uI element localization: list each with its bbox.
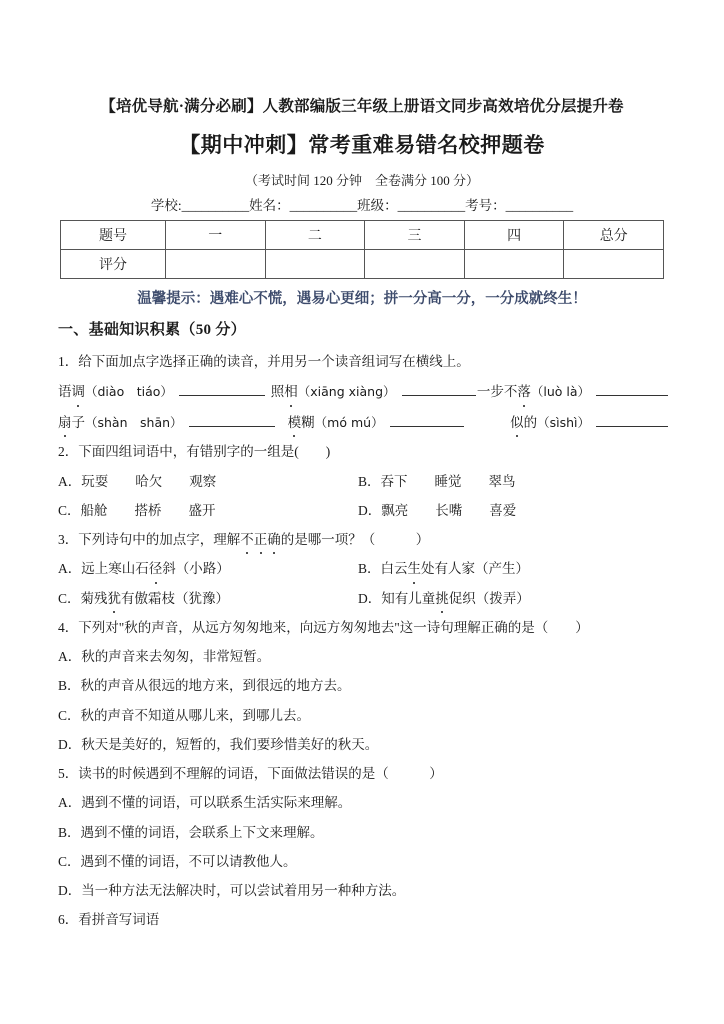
option-label: B． xyxy=(58,678,81,694)
paper-title-line-1: 【培优导航·满分必刷】人教部编版三年级上册语文同步高效培优分层提升卷 xyxy=(100,98,624,115)
option-text: 玩耍 哈欠 观察 xyxy=(81,473,217,489)
section-heading-basic-knowledge: 一、基础知识积累（50 分） xyxy=(58,322,246,338)
option-text-suffix: 有傲霜枝（犹豫） xyxy=(121,590,230,606)
dotted-character: 似 xyxy=(510,412,524,434)
option-text-prefix: 白云 xyxy=(380,561,408,577)
stem-suffix: 的是哪一项？（ ） xyxy=(280,532,430,548)
dotted-character: 落 xyxy=(517,381,531,403)
table-row-scores xyxy=(61,250,664,279)
column-header-section-4: 四 xyxy=(464,221,564,250)
stem-prefix: 3．下列诗句中的加点字，理解 xyxy=(58,532,241,548)
pinyin-word-prefix: 照 xyxy=(270,384,285,400)
option-text: 船舱 搭桥 盛开 xyxy=(80,502,216,518)
column-header-section-2: 二 xyxy=(265,221,365,250)
option-text: 遇到不懂的词语，会联系上下文来理解。 xyxy=(80,824,324,840)
option-text: 遇到不懂的词语，可以联系生活实际来理解。 xyxy=(81,795,352,811)
pinyin-item-zhaoxiang xyxy=(271,381,477,403)
question-2-option-d[interactable] xyxy=(358,501,668,521)
option-text: 秋的声音从很远的地方来，到很远的地方去。 xyxy=(80,678,351,694)
option-text-prefix: 菊残 xyxy=(80,590,108,606)
dotted-character: 挑 xyxy=(435,589,449,609)
pinyin-item-mohu xyxy=(288,412,510,434)
option-label: A． xyxy=(58,795,82,811)
question-1-stem: 1．给下面加点字选择正确的读音，并用另一个读音组词写在横线上。 xyxy=(58,354,470,369)
pinyin-reading: （xiāng xiàng） xyxy=(297,384,396,400)
score-cell-section-3[interactable] xyxy=(365,250,465,279)
dotted-character: 调 xyxy=(72,381,86,403)
pinyin-item-yudiao xyxy=(58,381,271,403)
option-label: A． xyxy=(58,473,82,489)
question-4-option-c[interactable] xyxy=(58,706,668,726)
option-label: A． xyxy=(58,649,82,665)
option-text: 遇到不懂的词语，不可以请教他人。 xyxy=(80,853,297,869)
option-label: C． xyxy=(58,707,81,723)
column-header-total: 总分 xyxy=(564,221,664,250)
question-2-options-row-2 xyxy=(58,501,668,521)
question-5-stem: 5．读书的时候遇到不理解的词语，下面做法错误的是（ ） xyxy=(58,766,443,782)
option-label: B． xyxy=(358,561,381,577)
question-2-options-row-1 xyxy=(58,472,668,492)
option-label: C． xyxy=(58,853,81,869)
question-6-stem: 6．看拼音写词语 xyxy=(58,912,160,928)
paper-title-line-2: 【期中冲刺】常考重难易错名校押题卷 xyxy=(179,133,545,157)
question-3-option-c[interactable] xyxy=(58,589,358,609)
score-cell-section-1[interactable] xyxy=(166,250,266,279)
dotted-character: 扇 xyxy=(58,412,72,434)
option-label: A． xyxy=(58,561,82,577)
score-cell-section-2[interactable] xyxy=(265,250,365,279)
pinyin-reading: （shàn shān） xyxy=(85,414,183,430)
question-5-option-b[interactable] xyxy=(58,823,668,843)
option-text: 秋的声音来去匆匆，非常短暂。 xyxy=(81,649,271,665)
question-5-option-d[interactable] xyxy=(58,881,668,901)
dotted-character: 犹 xyxy=(108,589,122,609)
exam-duration-and-score-note: （考试时间 120 分钟 全卷满分 100 分） xyxy=(244,173,479,188)
pinyin-word-suffix: 的 xyxy=(523,414,538,430)
pinyin-item-yibubuluo xyxy=(477,381,668,403)
question-3-option-b[interactable] xyxy=(358,559,668,579)
option-label: C． xyxy=(58,502,81,518)
option-text-suffix: 处有人家（产生） xyxy=(421,561,530,577)
column-header-section-3: 三 xyxy=(365,221,465,250)
question-3-option-a[interactable] xyxy=(58,559,358,579)
question-1-pinyin-row-1 xyxy=(58,381,668,403)
warm-tip-text: 温馨提示：遇难心不慌，遇易心更细；拼一分高一分，一分成就终生！ xyxy=(137,291,587,307)
answer-blank-line[interactable] xyxy=(189,413,275,427)
option-label: D． xyxy=(358,590,382,606)
question-4-option-a[interactable] xyxy=(58,647,668,667)
dotted-character: 相 xyxy=(284,381,298,403)
pinyin-item-side xyxy=(510,412,668,434)
pinyin-word-suffix: 糊 xyxy=(301,414,315,430)
option-text-suffix: 促织（拨弄） xyxy=(448,590,530,606)
student-identification-line: 学校:__________姓名：__________班级：__________考号：__________ xyxy=(150,198,574,213)
table-row-question-numbers xyxy=(61,221,664,250)
pinyin-reading: （mó mú） xyxy=(314,414,384,430)
option-label: C． xyxy=(58,590,81,606)
question-1-pinyin-row-2 xyxy=(58,412,668,434)
dotted-character: 模 xyxy=(288,412,302,434)
option-label: B． xyxy=(58,824,81,840)
option-label: D． xyxy=(358,502,382,518)
pinyin-word-prefix: 一步不 xyxy=(476,384,518,400)
question-3-option-d[interactable] xyxy=(358,589,668,609)
question-3-stem xyxy=(58,530,668,550)
question-5-option-c[interactable] xyxy=(58,852,668,872)
answer-blank-line[interactable] xyxy=(596,382,668,396)
score-cell-section-4[interactable] xyxy=(464,250,564,279)
row-label-score: 评分 xyxy=(61,250,166,279)
option-text-prefix: 知有儿童 xyxy=(381,590,436,606)
option-text: 飘亮 长嘴 喜爱 xyxy=(381,502,517,518)
dotted-character: 径 xyxy=(149,559,163,579)
option-text: 吞下 睡觉 翠鸟 xyxy=(380,473,516,489)
option-text-suffix: 斜（小路） xyxy=(162,561,230,577)
question-2-option-c[interactable] xyxy=(58,501,358,521)
option-text: 秋天是美好的，短暂的，我们要珍惜美好的秋天。 xyxy=(81,736,379,752)
option-label: B． xyxy=(358,473,381,489)
option-text: 当一种方法无法解决时，可以尝试着用另一种种方法。 xyxy=(81,883,406,899)
pinyin-reading: （luò là） xyxy=(530,384,590,400)
question-2-stem: 2．下面四组词语中，有错别字的一组是( ) xyxy=(58,444,331,460)
pinyin-item-shanzi xyxy=(58,412,288,434)
score-cell-total[interactable] xyxy=(564,250,664,279)
option-label: D． xyxy=(58,736,82,752)
question-2-option-a[interactable] xyxy=(58,472,358,492)
pinyin-word-prefix: 语 xyxy=(58,384,72,400)
answer-blank-line[interactable] xyxy=(390,413,464,427)
question-4-option-b[interactable] xyxy=(58,676,668,696)
answer-blank-line[interactable] xyxy=(402,382,476,396)
option-text-prefix: 远上寒山石 xyxy=(81,561,149,577)
pinyin-reading: （sìshì） xyxy=(537,414,590,430)
dotted-character: 生 xyxy=(408,559,422,579)
exam-body xyxy=(58,318,668,940)
stem-dotted-emphasis: 不正确 xyxy=(240,532,281,547)
question-4-stem: 4．下列对"秋的声音，从远方匆匆地来，向远方匆匆地去"这一诗句理解正确的是（ ） xyxy=(58,619,589,635)
question-3-options-row-1 xyxy=(58,559,668,579)
row-label-question-number: 题号 xyxy=(61,221,166,250)
column-header-section-1: 一 xyxy=(166,221,266,250)
answer-blank-line[interactable] xyxy=(596,413,668,427)
question-4-option-d[interactable] xyxy=(58,735,668,755)
pinyin-reading: （diào tiáo） xyxy=(85,384,173,400)
pinyin-word-suffix: 子 xyxy=(71,414,85,430)
option-text: 秋的声音不知道从哪儿来，到哪儿去。 xyxy=(80,707,311,723)
question-5-option-a[interactable] xyxy=(58,793,668,813)
answer-blank-line[interactable] xyxy=(179,382,265,396)
option-label: D． xyxy=(58,883,82,899)
question-2-option-b[interactable] xyxy=(358,472,668,492)
question-3-options-row-2 xyxy=(58,589,668,609)
score-table xyxy=(60,220,664,279)
